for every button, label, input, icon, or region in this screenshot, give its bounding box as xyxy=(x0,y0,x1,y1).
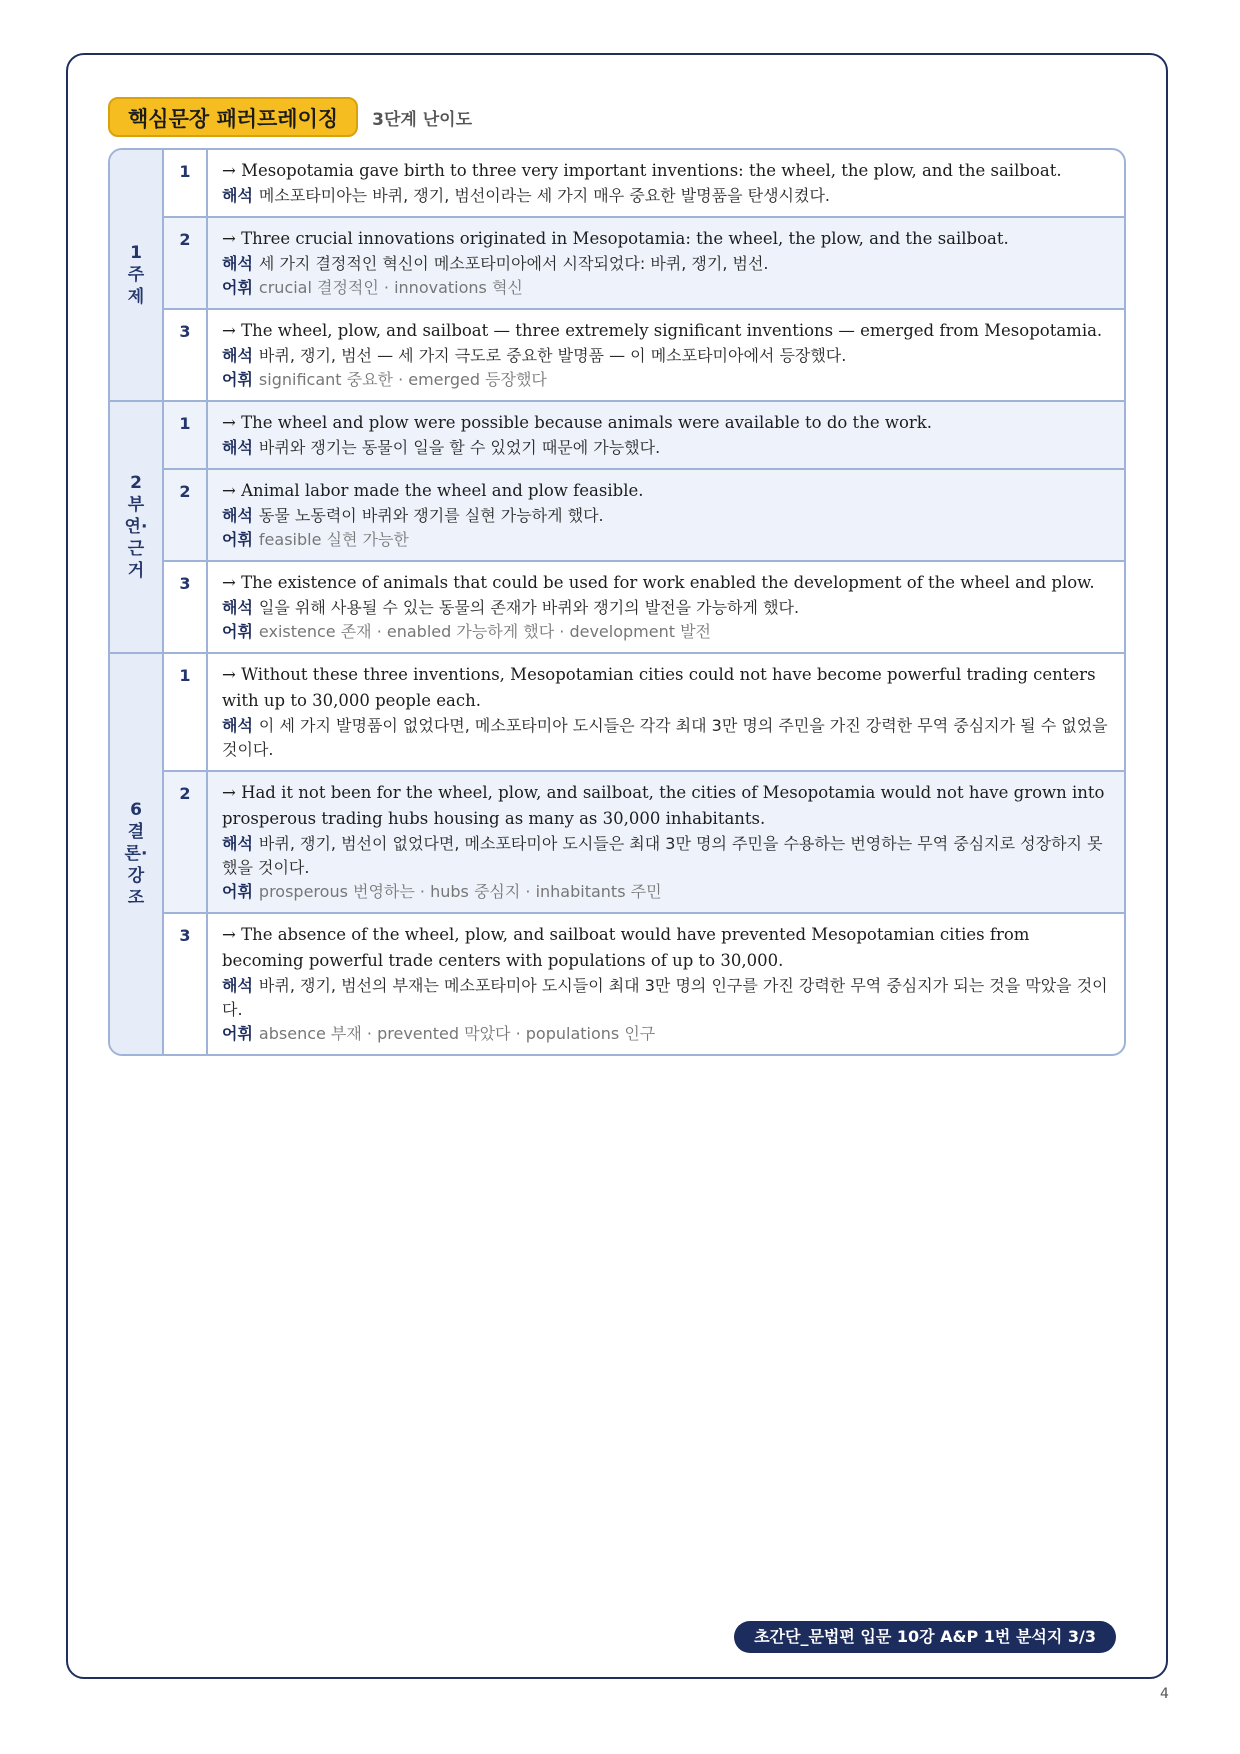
translation-text: 바퀴, 쟁기, 범선이 없었다면, 메소포타미아 도시들은 최대 3만 명의 주민을 수용하는 번영하는 무역 중심지로 성장하지 못했을 것이다. xyxy=(222,834,1103,877)
group-label-line: 주 xyxy=(127,265,145,285)
english-sentence: → The existence of animals that could be used for work enabled the development of the wheel and plow. xyxy=(222,573,1095,592)
english-sentence: → The absence of the wheel, plow, and sailboat would have prevented Mesopotamian cities from becoming powerful trade centers with populations of up to 30,000. xyxy=(222,925,1030,970)
translation-text: 동물 노동력이 바퀴와 쟁기를 실현 가능하게 했다. xyxy=(258,506,604,525)
group-label-line: 6 xyxy=(130,800,142,820)
translation-tag: 해석 xyxy=(222,716,253,735)
section-title-badge: 핵심문장 패러프레이징 xyxy=(108,97,358,137)
group-label-line: 론· xyxy=(124,844,148,864)
page-number: 4 xyxy=(1160,1686,1169,1702)
group-label-line: 조 xyxy=(127,888,145,908)
translation-line xyxy=(222,832,1110,880)
table-row xyxy=(164,150,1124,216)
row-number: 2 xyxy=(164,218,208,308)
group-label xyxy=(110,150,164,400)
group-label-line: 연· xyxy=(124,517,148,537)
vocab-tag: 어휘 xyxy=(222,530,253,549)
table-row xyxy=(164,402,1124,468)
translation-line xyxy=(222,714,1110,762)
table-group xyxy=(110,150,1124,400)
row-content xyxy=(208,562,1124,652)
table-group xyxy=(110,400,1124,652)
row-number: 2 xyxy=(164,772,208,912)
table-row xyxy=(164,770,1124,912)
row-number: 1 xyxy=(164,150,208,216)
table-row xyxy=(164,308,1124,400)
translation-text: 바퀴와 쟁기는 동물이 일을 할 수 있었기 때문에 가능했다. xyxy=(258,438,661,457)
english-sentence: → Mesopotamia gave birth to three very important inventions: the wheel, the plow, and the sailboat. xyxy=(222,161,1062,180)
translation-tag: 해석 xyxy=(222,506,253,525)
translation-line xyxy=(222,252,1110,276)
group-label-line: 강 xyxy=(127,866,145,886)
translation-tag: 해석 xyxy=(222,254,253,273)
row-content xyxy=(208,470,1124,560)
footer-badge: 초간단_문법편 입문 10강 A&P 1번 분석지 3/3 xyxy=(734,1621,1116,1653)
translation-tag: 해석 xyxy=(222,598,253,617)
english-sentence: → Animal labor made the wheel and plow feasible. xyxy=(222,481,644,500)
row-content xyxy=(208,150,1124,216)
translation-text: 메소포타미아는 바퀴, 쟁기, 범선이라는 세 가지 매우 중요한 발명품을 탄생시켰다. xyxy=(258,186,831,205)
translation-tag: 해석 xyxy=(222,186,253,205)
vocab-line xyxy=(222,528,1110,552)
english-sentence: → Three crucial innovations originated in Mesopotamia: the wheel, the plow, and the sailboat. xyxy=(222,229,1009,248)
row-content xyxy=(208,310,1124,400)
vocab-line xyxy=(222,1022,1110,1046)
english-sentence: → Had it not been for the wheel, plow, and sailboat, the cities of Mesopotamia would not have grown into prosperous trading hubs housing as many as 30,000 inhabitants. xyxy=(222,783,1105,828)
vocab-tag: 어휘 xyxy=(222,1024,253,1043)
translation-text: 바퀴, 쟁기, 범선 — 세 가지 극도로 중요한 발명품 — 이 메소포타미아에서 등장했다. xyxy=(258,346,847,365)
vocab-text: existence 존재 · enabled 가능하게 했다 · development 발전 xyxy=(258,622,711,641)
row-content xyxy=(208,772,1124,912)
group-label-line: 근 xyxy=(127,539,145,559)
translation-text: 이 세 가지 발명품이 없었다면, 메소포타미아 도시들은 각각 최대 3만 명의 주민을 가진 강력한 무역 중심지가 될 수 없었을 것이다. xyxy=(222,716,1108,759)
translation-line xyxy=(222,184,1110,208)
group-label-line: 부 xyxy=(127,495,145,515)
row-number: 1 xyxy=(164,654,208,770)
translation-tag: 해석 xyxy=(222,438,253,457)
row-content xyxy=(208,654,1124,770)
difficulty-label: 3단계 난이도 xyxy=(372,109,473,130)
translation-tag: 해석 xyxy=(222,834,253,853)
translation-line xyxy=(222,504,1110,528)
translation-tag: 해석 xyxy=(222,976,253,995)
vocab-line xyxy=(222,620,1110,644)
vocab-text: prosperous 번영하는 · hubs 중심지 · inhabitants 주민 xyxy=(258,882,662,901)
translation-text: 바퀴, 쟁기, 범선의 부재는 메소포타미아 도시들이 최대 3만 명의 인구를 가진 강력한 무역 중심지가 되는 것을 막았을 것이다. xyxy=(222,976,1108,1019)
vocab-tag: 어휘 xyxy=(222,278,253,297)
vocab-tag: 어휘 xyxy=(222,622,253,641)
row-content xyxy=(208,402,1124,468)
table-row xyxy=(164,216,1124,308)
row-number: 2 xyxy=(164,470,208,560)
english-sentence: → The wheel and plow were possible because animals were available to do the work. xyxy=(222,413,933,432)
vocab-tag: 어휘 xyxy=(222,882,253,901)
group-label-line: 2 xyxy=(130,473,142,493)
vocab-text: feasible 실현 가능한 xyxy=(258,530,409,549)
translation-line xyxy=(222,974,1110,1022)
vocab-text: crucial 결정적인 · innovations 혁신 xyxy=(258,278,523,297)
vocab-line xyxy=(222,276,1110,300)
vocab-line xyxy=(222,368,1110,392)
translation-text: 일을 위해 사용될 수 있는 동물의 존재가 바퀴와 쟁기의 발전을 가능하게 했다. xyxy=(258,598,800,617)
group-label-line: 1 xyxy=(130,243,142,263)
table-row xyxy=(164,654,1124,770)
translation-text: 세 가지 결정적인 혁신이 메소포타미아에서 시작되었다: 바퀴, 쟁기, 범선. xyxy=(258,254,769,273)
vocab-text: absence 부재 · prevented 막았다 · populations 인구 xyxy=(258,1024,656,1043)
table-group xyxy=(110,652,1124,1054)
row-content xyxy=(208,914,1124,1054)
vocab-tag: 어휘 xyxy=(222,370,253,389)
group-label-line: 제 xyxy=(127,287,145,307)
vocab-text: significant 중요한 · emerged 등장했다 xyxy=(258,370,547,389)
row-number: 3 xyxy=(164,310,208,400)
translation-line xyxy=(222,596,1110,620)
group-label-line: 결 xyxy=(127,822,145,842)
vocab-line xyxy=(222,880,1110,904)
paraphrase-table xyxy=(108,148,1126,1056)
row-content xyxy=(208,218,1124,308)
row-number: 3 xyxy=(164,914,208,1054)
section-header xyxy=(108,96,472,138)
group-label xyxy=(110,402,164,652)
translation-line xyxy=(222,436,1110,460)
group-label-line: 거 xyxy=(127,561,145,581)
english-sentence: → The wheel, plow, and sailboat — three extremely significant inventions — emerged from Mesopotamia. xyxy=(222,321,1103,340)
row-number: 1 xyxy=(164,402,208,468)
table-row xyxy=(164,468,1124,560)
group-label xyxy=(110,654,164,1054)
table-row xyxy=(164,912,1124,1054)
english-sentence: → Without these three inventions, Mesopotamian cities could not have become powerful trading centers with up to 30,000 people each. xyxy=(222,665,1096,710)
translation-line xyxy=(222,344,1110,368)
translation-tag: 해석 xyxy=(222,346,253,365)
table-row xyxy=(164,560,1124,652)
row-number: 3 xyxy=(164,562,208,652)
